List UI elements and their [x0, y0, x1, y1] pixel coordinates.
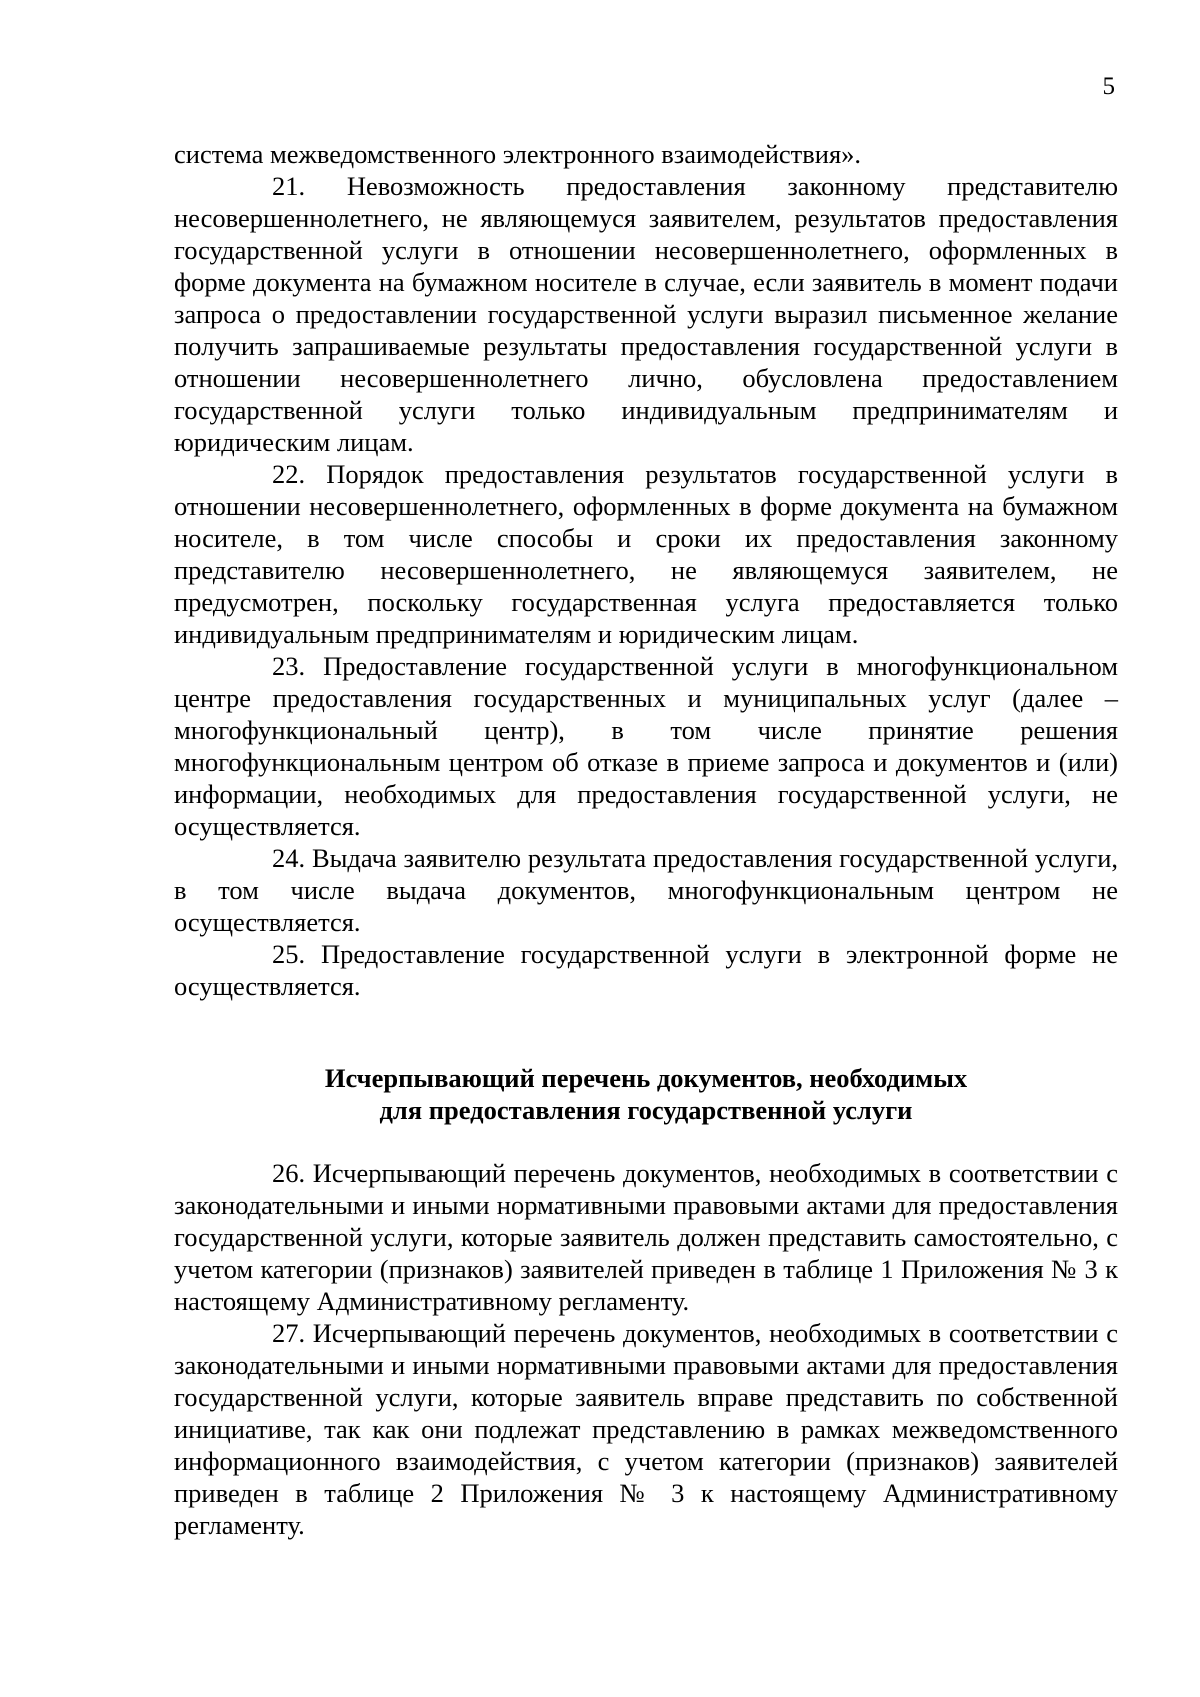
section-heading-line-2: для предоставления государственной услуги [379, 1095, 913, 1125]
continuation-text: система межведомственного электронного взаимодействия». [174, 139, 862, 169]
paragraph-26: 26. Исчерпывающий перечень документов, необходимых в соответствии с законодательными и иными нормативными правовыми актами для предоставления государственной услуги, которые заявитель должен представить самостоятельно, с учетом категории (признаков) заявителей приведен в таблице 1 Приложения № 3 к настоящему Административному регламенту. [174, 1158, 1118, 1316]
document-body-top [174, 138, 1118, 1002]
paragraph-27: 27. Исчерпывающий перечень документов, необходимых в соответствии с законодательными и иными нормативными правовыми актами для предоставления государственной услуги, которые заявитель вправе представить по собственной инициативе, так как они подлежат представлению в рамках межведомственного информационного взаимодействия, с учетом категории (признаков) заявителей приведен в таблице 2 Приложения № 3 к настоящему Административному регламенту. [174, 1318, 1118, 1540]
paragraph-25: 25. Предоставление государственной услуги в электронной форме не осуществляется. [174, 939, 1118, 1001]
section-heading [174, 1062, 1118, 1126]
section-heading-line-1: Исчерпывающий перечень документов, необходимых [324, 1063, 968, 1093]
page-number: 5 [1102, 73, 1115, 100]
paragraph-23: 23. Предоставление государственной услуги в многофункциональном центре предоставления государственных и муниципальных услуг (далее – многофункциональный центр), в том числе принятие решения многофункциональным центром об отказе в приеме запроса и документов и (или) информации, необходимых для предоставления государственной услуги, не осуществляется. [174, 651, 1118, 841]
paragraph-21: 21. Невозможность предоставления законному представителю несовершеннолетнего, не являющемуся заявителем, результатов предоставления государственной услуги в отношении несовершеннолетнего, оформленных в форме документа на бумажном носителе в случае, если заявитель в момент подачи запроса о предоставлении государственной услуги выразил письменное желание получить запрашиваемые результаты предоставления государственной услуги в отношении несовершеннолетнего лично, обусловлена предоставлением государственной услуги только индивидуальным предпринимателям и юридическим лицам. [174, 171, 1118, 457]
paragraph-22: 22. Порядок предоставления результатов государственной услуги в отношении несовершеннолетнего, оформленных в форме документа на бумажном носителе, в том числе способы и сроки их предоставления законному представителю несовершеннолетнего, не являющемуся заявителем, не предусмотрен, поскольку государственная услуга предоставляется только индивидуальным предпринимателям и юридическим лицам. [174, 459, 1118, 649]
paragraph-24: 24. Выдача заявителю результата предоставления государственной услуги, в том числе выдача документов, многофункциональным центром не осуществляется. [174, 843, 1118, 937]
document-body-bottom [174, 1157, 1118, 1541]
